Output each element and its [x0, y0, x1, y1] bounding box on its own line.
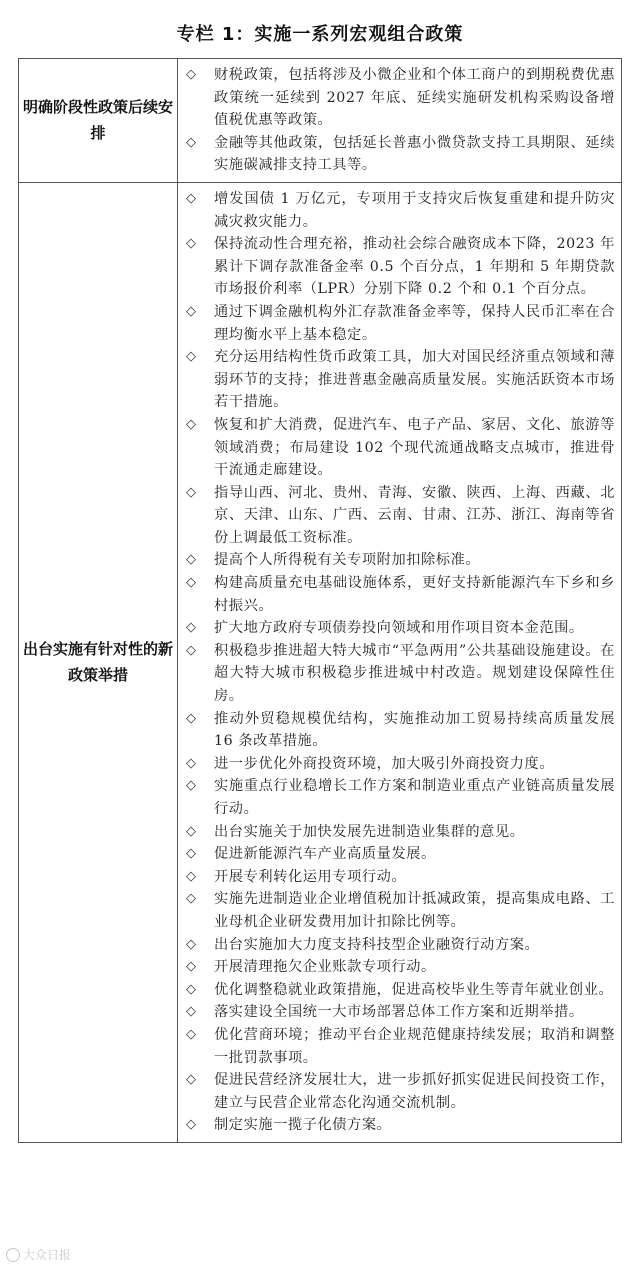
list-item: [186, 640, 615, 708]
list-item: [186, 301, 615, 346]
bullet-arrow-icon: ◇: [186, 67, 196, 82]
bullet-arrow-icon: ◇: [186, 1004, 196, 1020]
bullet-arrow-icon: ◇: [186, 710, 196, 726]
list-item-text: 实施先进制造业企业增值税加计抵减政策，提高集成电路、工业母机企业研发费用加计扣除比例等。: [214, 891, 615, 930]
list-item-text: 推动外贸稳规模优结构，实施推动加工贸易持续高质量发展 16 条改革措施。: [214, 710, 615, 750]
list-item: [186, 617, 615, 640]
list-item: [186, 888, 615, 933]
list-item: [186, 549, 615, 572]
bullet-arrow-icon: ◇: [186, 868, 196, 884]
list-item-text: 扩大地方政府专项债券投向领域和用作项目资本金范围。: [214, 620, 584, 637]
bullet-arrow-icon: ◇: [186, 1072, 196, 1088]
list-item: [186, 708, 615, 753]
bullet-arrow-icon: ◇: [186, 552, 196, 568]
list-item-text: 构建高质量充电基础设施体系，更好支持新能源汽车下乡和乡村振兴。: [214, 575, 615, 614]
bullet-arrow-icon: ◇: [186, 846, 196, 862]
items-cell: [178, 59, 622, 183]
list-item-text: 出台实施关于加快发展先进制造业集群的意见。: [214, 823, 525, 840]
list-item-text: 开展清理拖欠企业账款专项行动。: [214, 959, 436, 976]
list-item: [186, 956, 615, 979]
bullet-arrow-icon: ◇: [186, 1117, 196, 1133]
list-item-text: 出台实施加大力度支持科技型企业融资行动方案。: [214, 936, 540, 953]
bullet-arrow-icon: ◇: [186, 1026, 196, 1042]
list-item-text: 制定实施一揽子化债方案。: [214, 1117, 392, 1134]
list-item: [186, 346, 615, 414]
list-item: [186, 753, 615, 776]
bullet-arrow-icon: ◇: [186, 891, 196, 907]
bullet-arrow-icon: ◇: [186, 236, 196, 252]
bullet-arrow-icon: ◇: [186, 642, 196, 658]
list-item-text: 积极稳步推进超大特大城市“平急两用”公共基础设施建设。在超大特大城市积极稳步推进城中村改造。规划建设保障性住房。: [214, 642, 615, 705]
page-title: 专栏 1：实施一系列宏观组合政策: [176, 24, 464, 45]
weibo-logo-icon: [6, 1248, 20, 1262]
list-item-text: 促进新能源汽车产业高质量发展。: [214, 846, 436, 863]
bullet-arrow-icon: ◇: [186, 778, 196, 794]
category-cell: 出台实施有针对性的新政策举措: [19, 182, 178, 1142]
list-item: [186, 482, 615, 550]
bullet-arrow-icon: ◇: [186, 823, 196, 839]
list-item-text: 优化营商环境；推动平台企业规范健康持续发展；取消和调整一批罚款事项。: [214, 1026, 615, 1066]
list-item: [186, 843, 615, 866]
policy-row-new-measures: [19, 182, 622, 1142]
bullet-arrow-icon: ◇: [186, 349, 196, 365]
bullet-arrow-icon: ◇: [186, 134, 196, 150]
list-item: [186, 64, 615, 132]
list-item: [186, 979, 615, 1002]
bullet-arrow-icon: ◇: [186, 416, 196, 432]
list-item-text: 金融等其他政策，包括延长普惠小微贷款支持工具期限、延续实施碳减排支持工具等。: [214, 134, 615, 174]
bullet-arrow-icon: ◇: [186, 620, 196, 636]
list-item-text: 保持流动性合理充裕，推动社会综合融资成本下降，2023 年累计下调存款准备金率 0.5 个百分点，1 年期和 5 年期贷款市场报价利率（LPR）分别下降 0.2 个和 0.1 个百分点。: [214, 236, 615, 298]
list-item: [186, 1069, 615, 1114]
list-item-text: 优化调整稳就业政策措施，促进高校毕业生等青年就业创业。: [214, 981, 614, 998]
list-item: [186, 188, 615, 233]
policy-row-phased: [19, 59, 622, 183]
list-item: [186, 132, 615, 177]
list-item: [186, 1024, 615, 1069]
list-item: [186, 1114, 615, 1137]
list-item-text: 促进民营经济发展壮大，进一步抓好抓实促进民间投资工作，建立与民营企业常态化沟通交流机制。: [214, 1072, 615, 1111]
list-item-text: 恢复和扩大消费，促进汽车、电子产品、家居、文化、旅游等领域消费；布局建设 102 个现代流通战略支点城市，推进骨干流通走廊建设。: [214, 416, 615, 479]
list-item-text: 财税政策，包括将涉及小微企业和个体工商户的到期税费优惠政策统一延续到 2027 年底、延续实施研发机构采购设备增值税优惠等政策。: [214, 67, 615, 129]
list-item-text: 进一步优化外商投资环境，加大吸引外商投资力度。: [214, 755, 555, 772]
list-item: [186, 775, 615, 820]
list-item: [186, 934, 615, 957]
list-item: [186, 233, 615, 301]
bullet-arrow-icon: ◇: [186, 575, 196, 591]
watermark-text: 大众日报: [23, 1248, 72, 1262]
list-item: [186, 414, 615, 482]
list-item-text: 指导山西、河北、贵州、青海、安徽、陕西、上海、西藏、北京、天津、山东、广西、云南、甘肃、江苏、浙江、海南等省份上调最低工资标准。: [214, 484, 615, 546]
list-item-text: 实施重点行业稳增长工作方案和制造业重点产业链高质量发展行动。: [214, 778, 615, 817]
items-cell: [178, 182, 622, 1142]
policy-table: [18, 58, 622, 1143]
list-item-text: 提高个人所得税有关专项附加扣除标准。: [214, 552, 481, 569]
bullet-arrow-icon: ◇: [186, 936, 196, 952]
bullet-arrow-icon: ◇: [186, 981, 196, 997]
list-item-text: 开展专利转化运用专项行动。: [214, 868, 407, 885]
bullet-arrow-icon: ◇: [186, 303, 196, 319]
bullet-arrow-icon: ◇: [186, 959, 196, 975]
list-item: [186, 572, 615, 617]
list-item-text: 增发国债 1 万亿元，专项用于支持灾后恢复重建和提升防灾减灾救灾能力。: [214, 190, 615, 230]
watermark: [6, 1246, 71, 1263]
bullet-arrow-icon: ◇: [186, 484, 196, 500]
list-item-text: 充分运用结构性货币政策工具，加大对国民经济重点领域和薄弱环节的支持；推进普惠金融高质量发展。实施活跃资本市场若干措施。: [214, 349, 615, 411]
category-cell: 明确阶段性政策后续安排: [19, 59, 178, 183]
bullet-arrow-icon: ◇: [186, 755, 196, 771]
list-item: [186, 1001, 615, 1024]
list-item-text: 通过下调金融机构外汇存款准备金率等，保持人民币汇率在合理均衡水平上基本稳定。: [214, 303, 615, 343]
list-item: [186, 866, 615, 889]
bullet-arrow-icon: ◇: [186, 190, 196, 206]
list-item: [186, 821, 615, 844]
list-item-text: 落实建设全国统一大市场部署总体工作方案和近期举措。: [214, 1004, 584, 1021]
